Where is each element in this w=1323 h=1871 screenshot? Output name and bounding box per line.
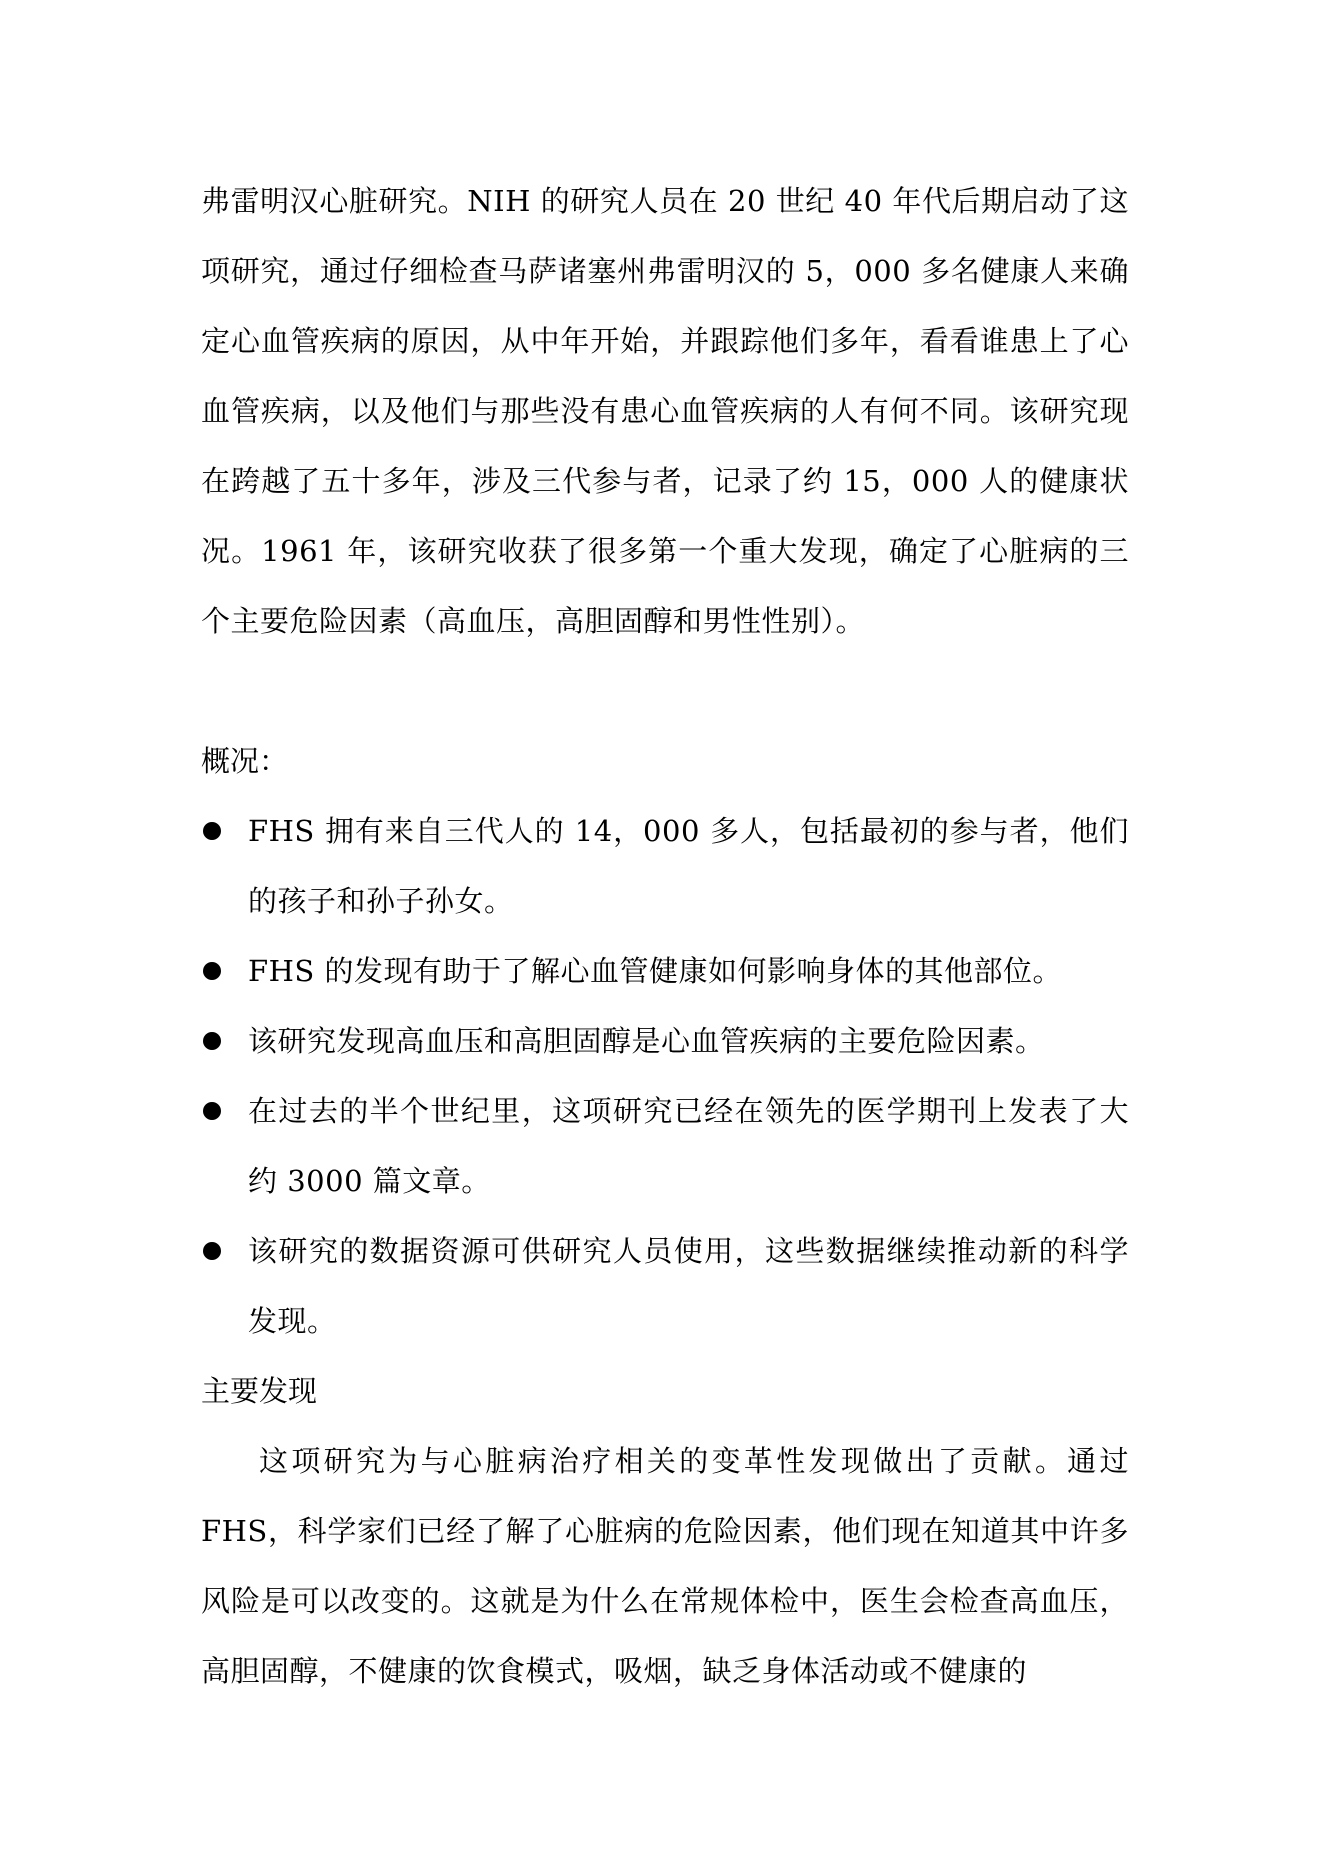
list-item [201, 796, 1129, 936]
list-item [201, 1216, 1129, 1356]
bullet-dot-icon [203, 962, 221, 980]
document-page [201, 166, 1129, 1706]
intro-paragraph: 弗雷明汉心脏研究。NIH 的研究人员在 20 世纪 40 年代后期启动了这项研究，通过仔细检查马萨诸塞州弗雷明汉的 5，000 多名健康人来确定心血管疾病的原因，从中年开始，并跟踪他们多年，看看谁患上了心血管疾病，以及他们与那些没有患心血管疾病的人有何不同。该研究现在跨越了五十多年，涉及三代参与者，记录了约 15，000 人的健康状况。1961 年，该研究收获了很多第一个重大发现，确定了心脏病的三个主要危险因素（高血压，高胆固醇和男性性别）。 [201, 184, 1129, 638]
paragraph-spacer [201, 656, 1129, 726]
list-item-text: 该研究发现高血压和高胆固醇是心血管疾病的主要危险因素。 [248, 1024, 1045, 1058]
findings-paragraph: 这项研究为与心脏病治疗相关的变革性发现做出了贡献。通过 FHS，科学家们已经了解了心脏病的危险因素，他们现在知道其中许多风险是可以改变的。这就是为什么在常规体检中，医生会检查高血压，高胆固醇，不健康的饮食模式，吸烟，缺乏身体活动或不健康的 [201, 1444, 1129, 1688]
list-item-text: 在过去的半个世纪里，这项研究已经在领先的医学期刊上发表了大约 3000 篇文章。 [248, 1094, 1129, 1198]
list-item [201, 936, 1129, 1006]
bullet-dot-icon [203, 1242, 221, 1260]
findings-heading: 主要发现 [201, 1374, 318, 1408]
list-item-text: FHS 的发现有助于了解心血管健康如何影响身体的其他部位。 [248, 954, 1062, 988]
overview-heading: 概况： [201, 744, 289, 778]
list-item-text: FHS 拥有来自三代人的 14，000 多人，包括最初的参与者，他们的孩子和孙子孙女。 [248, 814, 1129, 918]
bullet-dot-icon [203, 1032, 221, 1050]
bullet-dot-icon [203, 1102, 221, 1120]
bullet-dot-icon [203, 822, 221, 840]
list-item [201, 1076, 1129, 1216]
overview-list [201, 796, 1129, 1356]
list-item [201, 1006, 1129, 1076]
list-item-text: 该研究的数据资源可供研究人员使用，这些数据继续推动新的科学发现。 [248, 1234, 1129, 1338]
